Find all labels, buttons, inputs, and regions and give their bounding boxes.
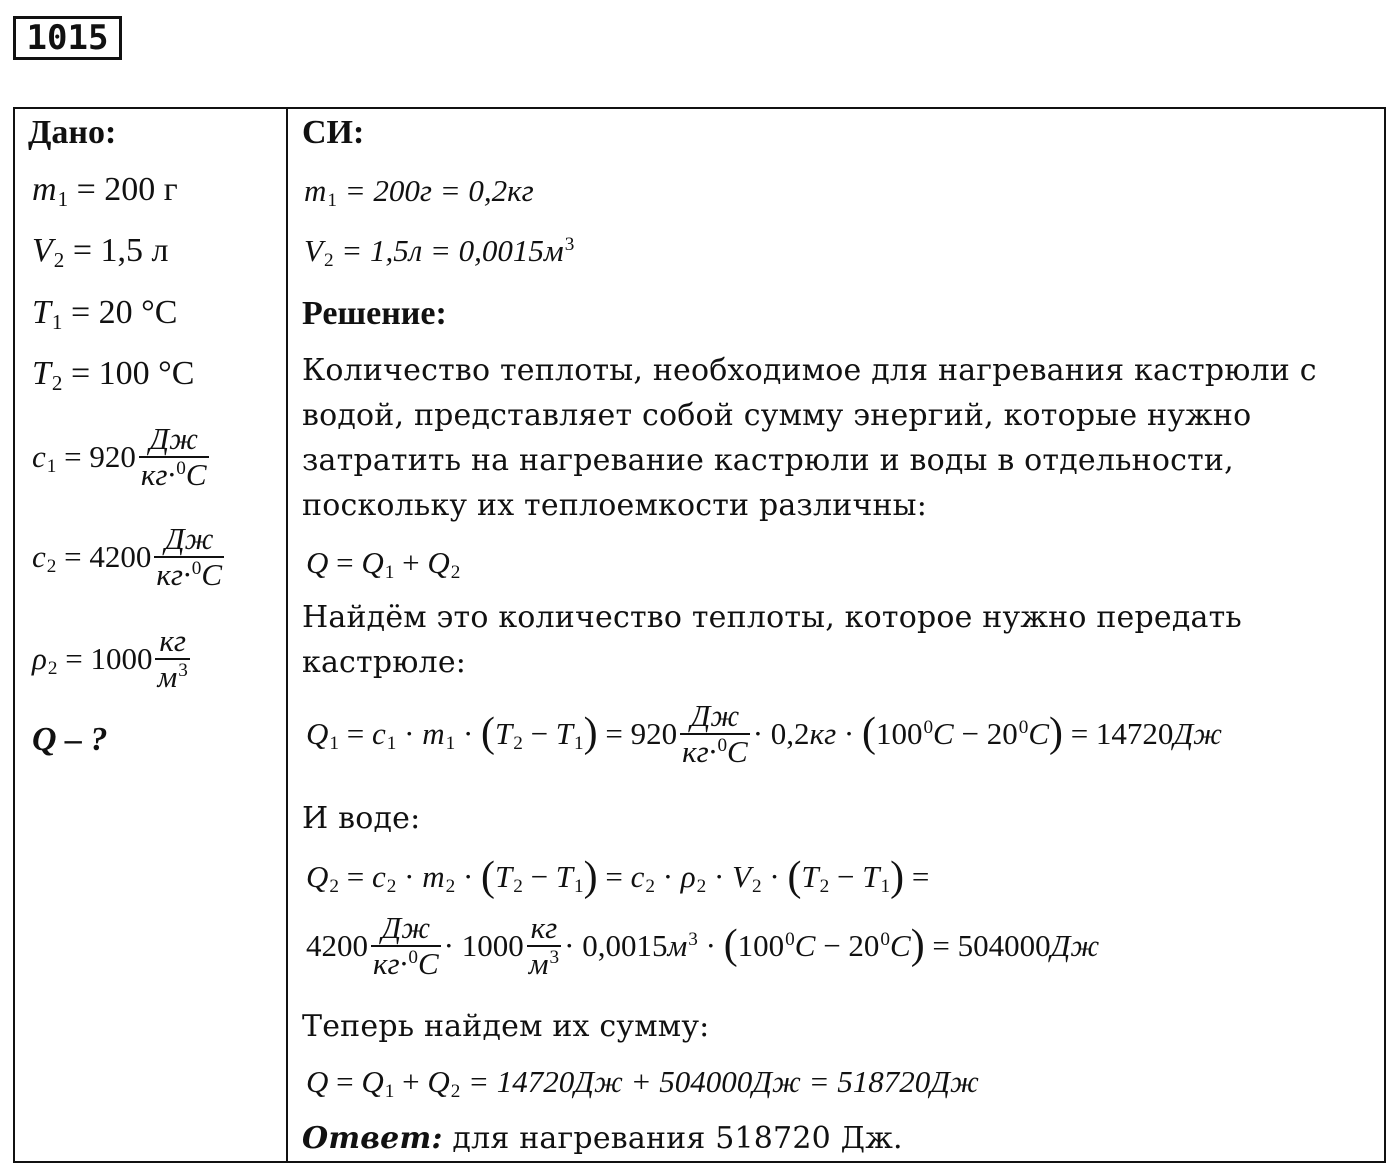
given-heading: Дано:	[28, 114, 117, 151]
problem-number: 1015	[13, 16, 122, 60]
column-divider	[286, 109, 288, 1161]
given-t2: T2 = 100 °С	[32, 355, 195, 395]
equation-q-sum: Q = Q1 + Q2	[306, 545, 461, 584]
equation-total: Q = Q1 + Q2 = 14720Дж + 504000Дж = 518720Дж	[306, 1064, 979, 1103]
answer-label: Ответ:	[302, 1121, 443, 1156]
solution-text-line: поскольку их теплоемкости различны:	[302, 488, 928, 523]
solution-text-line: кастрюле:	[302, 645, 467, 680]
given-rho2: ρ2 = 1000 $\frac{кг}{м^3}$	[32, 625, 193, 699]
given-t1: T1 = 20 °С	[32, 294, 178, 334]
given-c2: c2 = 4200 $\frac{Дж}{кг\cdot^0C}$	[32, 523, 227, 597]
si-line-2: $V2 = 1,5л = 0,0015м^3$	[304, 233, 575, 272]
given-v2: V2 = 1,5 л	[32, 232, 169, 272]
solution-text-line: Теперь найдем их сумму:	[302, 1009, 710, 1044]
equation-q2-line1: Q2 = c2 · m2 · (T2 − T1) = c2 · ρ2 · V2 · (T2 − T1) =	[306, 853, 930, 900]
answer-text: для нагревания 518720 Дж.	[442, 1121, 903, 1156]
given-m1: m1 = 200 г	[32, 171, 178, 211]
si-heading: СИ:	[302, 114, 365, 151]
given-question: Q – ?	[32, 721, 108, 758]
answer-line	[302, 1121, 903, 1156]
solution-text-line: водой, представляет собой сумму энергий, которые нужно	[302, 398, 1252, 433]
solution-text-line: Количество теплоты, необходимое для нагревания кастрюли с	[302, 353, 1317, 388]
solution-heading: Решение:	[302, 295, 447, 332]
solution-text-line: Найдём это количество теплоты, которое нужно передать	[302, 600, 1242, 635]
solution-text-line: затратить на нагревание кастрюли и воды в отдельности,	[302, 443, 1234, 478]
solution-text-line: И воде:	[302, 801, 421, 836]
equation-q2-line2: 4200 $\frac{Дж}{кг\cdot^0C}$ · 1000 $\frac{кг}{м^3}$ · $0,0015м^3 \cdot (100^0C - 20^0C) = 504000Дж$	[306, 912, 1099, 986]
equation-q1: Q1 = c1 · m1 · (T2 − T1) = 920 $\frac{Дж}{кг\cdot^0C}$ · $0,2кг \cdot (100^0C - 20^0C) = 14720Дж$	[306, 700, 1222, 774]
si-line-1: m1 = 200г = 0,2кг	[304, 173, 534, 212]
solution-table	[13, 107, 1386, 1163]
given-c1: c1 = 920 $\frac{Дж}{кг\cdot^0C}$	[32, 423, 212, 497]
